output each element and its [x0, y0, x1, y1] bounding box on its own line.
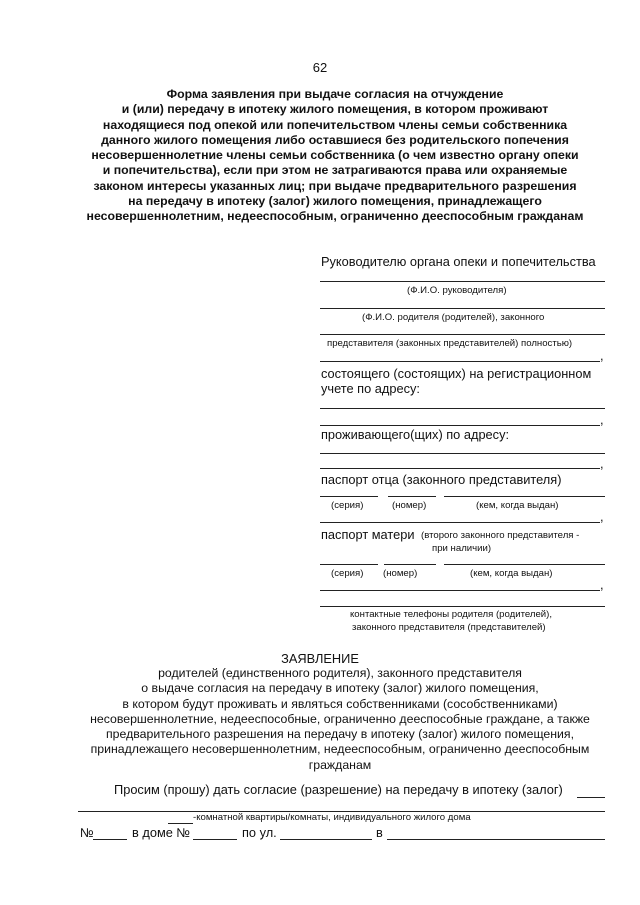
- phones-caption-2: законного представителя (представителей): [352, 622, 546, 633]
- rooms-caption: -комнатной квартиры/комнаты, индивидуального жилого дома: [193, 812, 471, 823]
- subtitle-line: принадлежащего несовершеннолетним, недееспособным, ограниченно дееспособным: [90, 742, 590, 757]
- apartment-number-field[interactable]: [93, 839, 127, 840]
- father-passport-field[interactable]: [320, 522, 600, 523]
- father-issued-field[interactable]: [444, 496, 605, 497]
- living-address-field-2[interactable]: [320, 468, 600, 469]
- legal-rep-field-2[interactable]: [320, 361, 600, 362]
- in-house-label: в доме №: [132, 825, 191, 840]
- request-blank-field[interactable]: [577, 797, 605, 798]
- comma: ,: [600, 509, 604, 524]
- mother-passport-label: паспорт матери: [321, 527, 415, 542]
- title-line: Форма заявления при выдаче согласия на отчуждение: [166, 87, 504, 101]
- number-sign: №: [80, 825, 94, 840]
- series-caption: (серия): [331, 500, 364, 511]
- number-caption: (номер): [383, 568, 418, 579]
- parent-fio-caption: (Ф.И.О. родителя (родителей), законного: [362, 312, 545, 323]
- title-line: находящиеся под опекой или попечительством члены семьи собственника: [102, 117, 568, 132]
- subtitle-line: гражданам: [308, 757, 372, 772]
- locality-field[interactable]: [387, 839, 605, 840]
- title-line: данного жилого помещения либо оставшиеся без родительского попечения: [101, 132, 569, 147]
- in-label: в: [376, 825, 383, 840]
- subtitle-line: предварительного разрешения на передачу в ипотеку (залог) жилого помещения,: [106, 727, 574, 742]
- comma: ,: [600, 412, 604, 427]
- subtitle-line: в котором будут проживать и являться собственниками (сособственниками): [122, 696, 558, 711]
- request-text: Просим (прошу) дать согласие (разрешение) на передачу в ипотеку (залог): [114, 782, 563, 797]
- application-heading: ЗАЯВЛЕНИЕ: [281, 651, 359, 666]
- father-series-field[interactable]: [320, 496, 378, 497]
- mother-number-field[interactable]: [384, 564, 436, 565]
- mother-passport-field[interactable]: [320, 590, 600, 591]
- head-fio-caption: (Ф.И.О. руководителя): [407, 285, 507, 296]
- registered-address-field[interactable]: [320, 408, 605, 409]
- legal-rep-field[interactable]: [320, 334, 605, 335]
- subtitle-line: несовершеннолетние, недееспособные, ограниченно дееспособные граждане, а также: [90, 711, 590, 726]
- comma: ,: [600, 348, 604, 363]
- series-caption: (серия): [331, 568, 364, 579]
- number-caption: (номер): [392, 500, 427, 511]
- living-address-label: проживающего(щих) по адресу:: [321, 427, 510, 442]
- mother-series-field[interactable]: [320, 564, 378, 565]
- mother-passport-note-2: при наличии): [432, 543, 492, 554]
- title-line: на передачу в ипотеку (залог) жилого помещения, принадлежащего: [128, 194, 542, 209]
- issued-by-caption: (кем, когда выдан): [476, 500, 559, 511]
- father-passport-label: паспорт отца (законного представителя): [321, 472, 562, 487]
- street-label: по ул.: [242, 825, 277, 840]
- street-field[interactable]: [280, 839, 372, 840]
- registered-label: состоящего (состоящих) на регистрационном: [321, 366, 592, 381]
- registered-address-field-2[interactable]: [320, 425, 600, 426]
- title-line: несовершеннолетние члены семьи собственника (о чем известно органу опеки: [91, 148, 579, 163]
- mother-issued-field[interactable]: [444, 564, 605, 565]
- title-line: и попечительства), если при этом не затрагиваются права или охраняемые: [102, 163, 568, 178]
- title-line: и (или) передачу в ипотеку жилого помещения, в котором проживают: [121, 102, 549, 117]
- house-number-field[interactable]: [193, 839, 237, 840]
- phones-field[interactable]: [320, 606, 605, 607]
- mother-passport-note: (второго законного представителя -: [421, 530, 580, 541]
- head-fio-field[interactable]: [320, 281, 605, 282]
- father-number-field[interactable]: [388, 496, 436, 497]
- rooms-count-field[interactable]: [168, 823, 193, 824]
- subtitle-line: родителей (единственного родителя), законного представителя: [158, 666, 522, 680]
- legal-rep-caption: представителя (законных представителей) полностью): [327, 338, 573, 349]
- title-line: законом интересы указанных лиц; при выдаче предварительного разрешения: [93, 178, 577, 193]
- comma: ,: [600, 577, 604, 592]
- living-address-field[interactable]: [320, 453, 605, 454]
- page-number: 62: [312, 60, 328, 75]
- parent-fio-field[interactable]: [320, 308, 605, 309]
- registered-label-2: учете по адресу:: [321, 381, 420, 396]
- subtitle-line: о выдаче согласия на передачу в ипотеку (залог) жилого помещения,: [141, 681, 539, 696]
- application-subtitle: [60, 666, 620, 773]
- title-line: несовершеннолетним, недееспособным, ограниченно дееспособным гражданам: [86, 209, 584, 224]
- form-title: [40, 87, 630, 225]
- phones-caption: контактные телефоны родителя (родителей),: [350, 609, 553, 620]
- issued-by-caption: (кем, когда выдан): [470, 568, 553, 579]
- comma: ,: [600, 456, 604, 471]
- addressee-label: Руководителю органа опеки и попечительства: [321, 254, 596, 269]
